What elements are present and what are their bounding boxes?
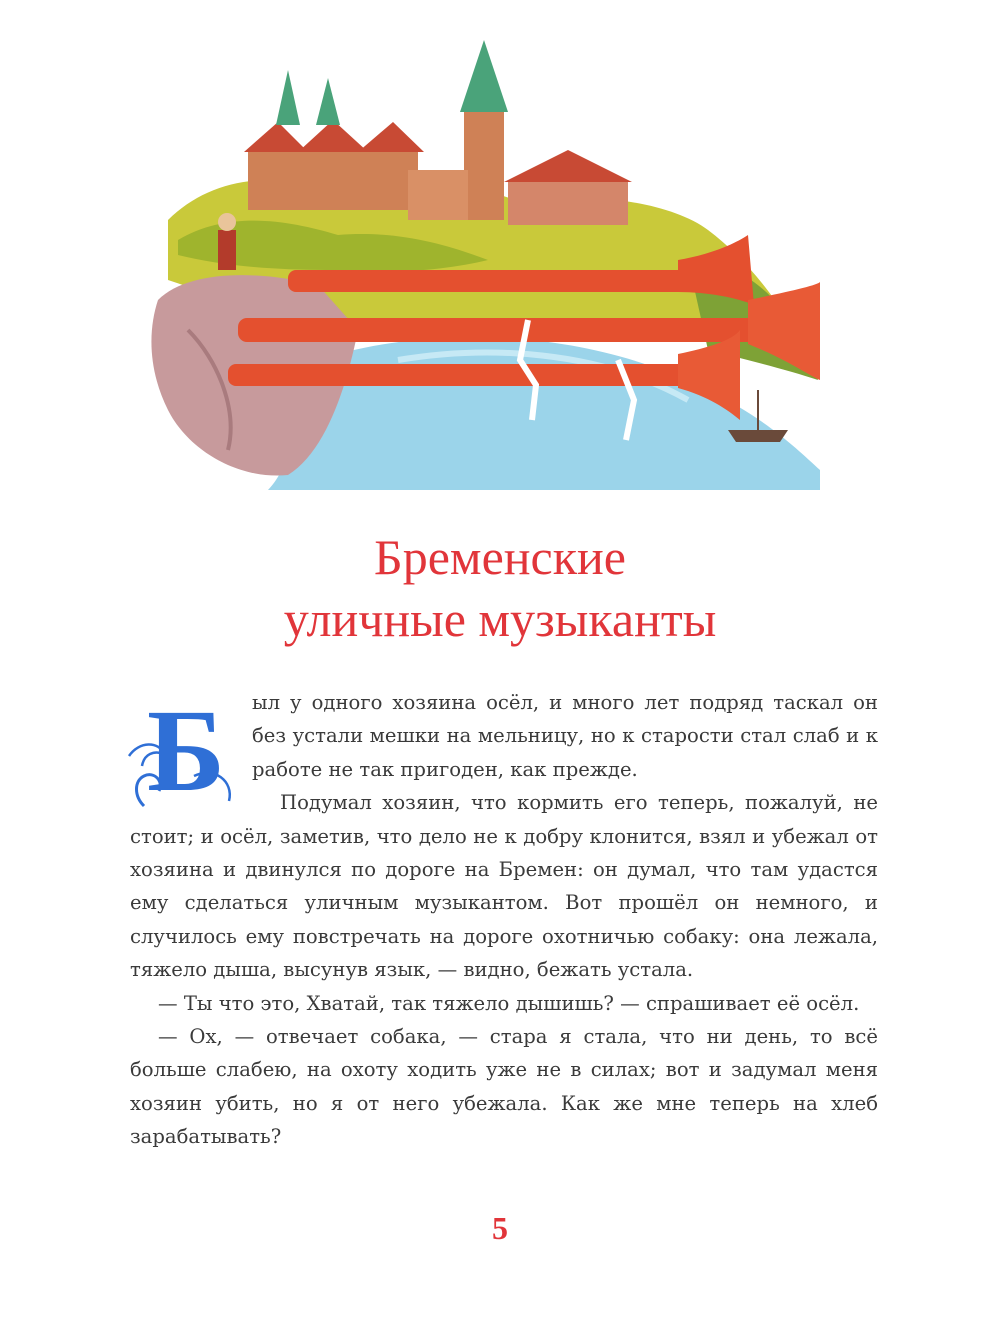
ornamental-letter-icon	[124, 686, 244, 814]
paragraph-2: Подумал хозяин, что кормить его теперь, пожалуй, не стоит; и осёл, заметив, что дело не к добру клонится, взял и убежал от хозяина и двинулся по дороге на Бремен: он думал, что там удастся ему сделаться уличным музыкантом. Вот прошёл он немного, и случилось ему повстречать на дороге охотничью собаку: она лежала, тяжело дыша, высунув язык, — видно, бежать устала.	[130, 791, 878, 982]
story-text	[130, 686, 878, 1154]
paragraph-4: — Ох, — отвечает собака, — стара я стала, что ни день, то всё больше слабею, на охоту ходить уже не в силах; вот и задумал меня хозяин убить, но я от него убежала. Как же мне теперь на хлеб зарабатывать?	[130, 1025, 878, 1149]
title-line-2: уличные музыканты	[283, 591, 717, 647]
story-title	[0, 526, 1000, 650]
title-line-1: Бременские	[374, 529, 626, 585]
page-number: 5	[492, 1210, 508, 1246]
dropcap-letter: Б	[146, 686, 226, 814]
dropcap	[124, 686, 244, 814]
paragraph-1-text: ыл у одного хозяина осёл, и много лет подряд таскал он без устали мешки на мельницу, но к старости стал слаб и к работе не так пригоден, как прежде.	[252, 691, 878, 781]
paragraph-3: — Ты что это, Хватай, так тяжело дышишь? — спрашивает её осёл.	[158, 991, 860, 1015]
bremen-bagpipe-illustration	[148, 30, 820, 490]
paragraph-1	[130, 686, 878, 814]
header-illustration	[148, 30, 820, 490]
